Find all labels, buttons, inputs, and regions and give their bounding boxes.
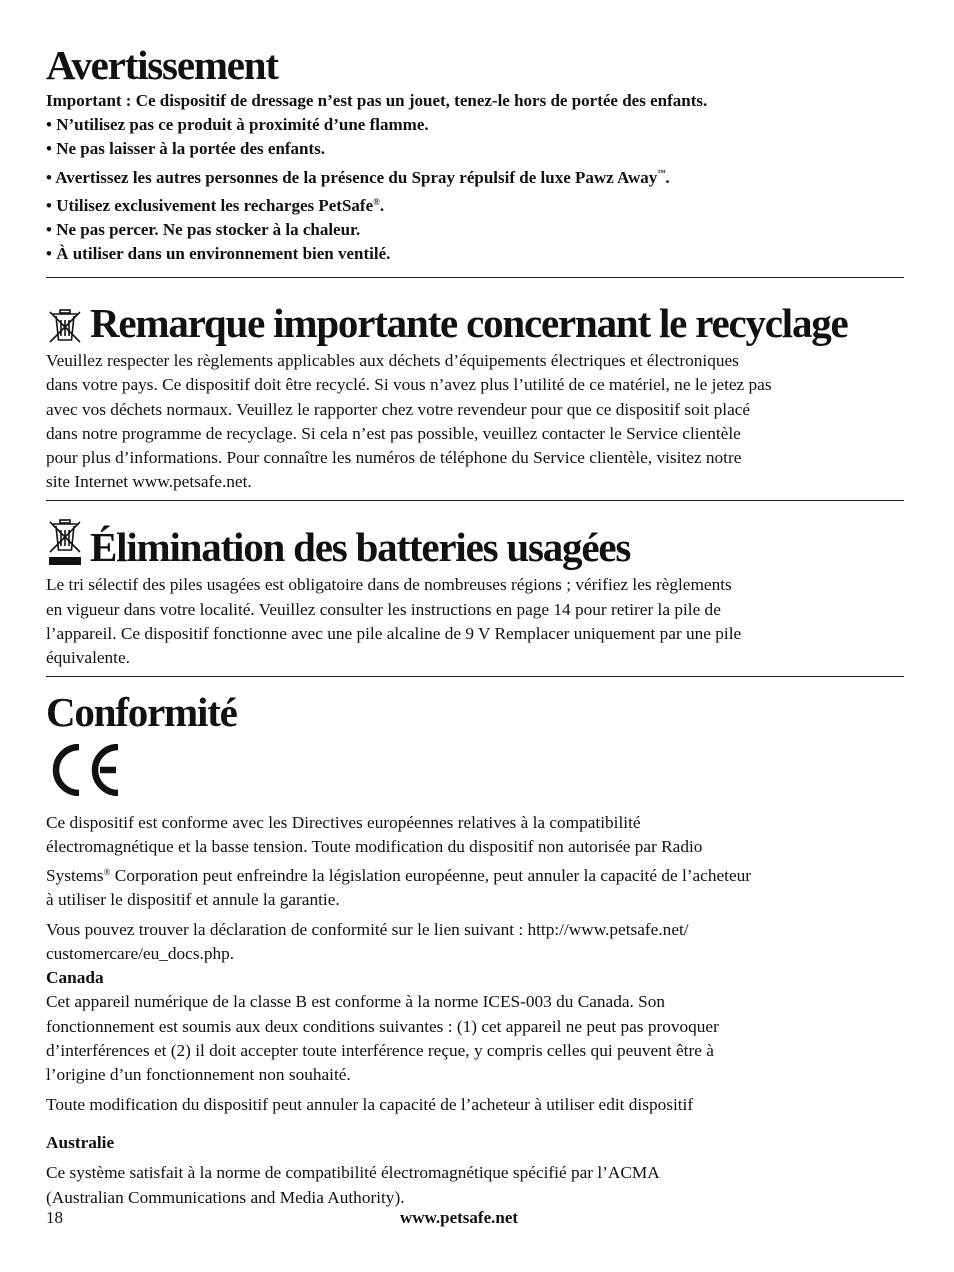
footer-url: www.petsafe.net <box>400 1208 519 1227</box>
text-line: Ce système satisfait à la norme de compatibilité électromagnétique spécifié par l’ACMA <box>46 1163 660 1183</box>
warning-item: • N’utilisez pas ce produit à proximité d’une flamme. <box>46 115 429 135</box>
text-line: électromagnétique et la basse tension. Toute modification du dispositif non autorisée par Radio <box>46 837 703 857</box>
canada-heading: Canada <box>46 968 104 988</box>
text-line: Le tri sélectif des piles usagées est obligatoire dans de nombreuses régions ; vérifiez les règlements <box>46 575 732 595</box>
period: . <box>379 196 385 216</box>
conformity-body <box>46 811 904 912</box>
period: . <box>665 168 670 188</box>
text-line: à utiliser le dispositif et annule la garantie. <box>46 889 340 909</box>
divider <box>46 500 904 501</box>
warning-title: Avertissement <box>46 42 278 88</box>
text-line: dans votre pays. Ce dispositif doit être recyclé. Si vous n’avez plus l’utilité de ce matériel, ne le jetez pas <box>46 375 772 395</box>
page-content <box>46 40 904 1210</box>
warning-important: Important : Ce dispositif de dressage n’est pas un jouet, tenez-le hors de portée des enfants. <box>46 91 708 111</box>
text: site Internet www.petsafe.net. <box>46 472 252 492</box>
text-line: l’origine d’un fonctionnement non souhaité. <box>46 1065 351 1084</box>
registered-symbol: ® <box>103 866 111 877</box>
registered-symbol: ® <box>373 197 380 208</box>
page-number: 18 <box>46 1208 63 1227</box>
batteries-heading <box>46 517 904 569</box>
text: Corporation peut enfreindre la législation européenne, peut annuler la capacité de l’acheteur <box>110 865 752 885</box>
canada-note: Toute modification du dispositif peut annuler la capacité de l’acheteur à utiliser edit dispositif <box>46 1095 694 1115</box>
recycling-heading <box>46 302 904 345</box>
text-line: équivalente. <box>46 647 130 667</box>
conformity-link-para <box>46 918 904 966</box>
text-line: Vous pouvez trouver la déclaration de conformité sur le lien suivant : http://www.petsafe.net/ <box>46 919 689 939</box>
text-line: Veuillez respecter les règlements applicables aux déchets d’équipements électriques et électroniques <box>46 351 739 371</box>
canada-body <box>46 990 904 1087</box>
text-line: pour plus d’informations. Pour connaître les numéros de téléphone du Service clientèle, visitez notre <box>46 447 742 467</box>
warning-item: • Ne pas percer. Ne pas stocker à la chaleur. <box>46 220 361 240</box>
text-line: Cet appareil numérique de la classe B est conforme à la norme ICES-003 du Canada. Son <box>46 992 666 1012</box>
divider <box>46 676 904 677</box>
batteries-title: Élimination des batteries usagées <box>90 524 631 571</box>
text-line: d’interférences et (2) il doit accepter toute interférence reçue, y compris celles qui peuvent être à <box>46 1040 714 1060</box>
crossed-bin-icon <box>46 307 84 345</box>
warning-item: • À utiliser dans un environnement bien ventilé. <box>46 244 391 264</box>
text-line: l’appareil. Ce dispositif fonctionne avec une pile alcaline de 9 V Remplacer uniquement par une pile <box>46 623 742 643</box>
text-line: customercare/eu_docs.php. <box>46 944 235 964</box>
crossed-bin-bar-icon <box>46 517 84 569</box>
ce-mark-icon <box>48 744 904 801</box>
divider <box>46 277 904 278</box>
warning-list <box>46 89 904 266</box>
recycling-body <box>46 349 904 494</box>
warning-item: • Ne pas laisser à la portée des enfants. <box>46 139 326 159</box>
text-line: dans notre programme de recyclage. Si cela n’est pas possible, veuillez contacter le Service clientèle <box>46 423 741 443</box>
batteries-body <box>46 573 904 670</box>
text-line: fonctionnement est soumis aux deux conditions suivantes : (1) cet appareil ne peut pas provoquer <box>46 1016 719 1036</box>
australia-heading: Australie <box>46 1133 115 1153</box>
text-line <box>46 470 904 494</box>
warning-item <box>46 161 904 190</box>
text-line: en vigueur dans votre localité. Veuillez consulter les instructions en page 14 pour retirer la pile de <box>46 599 721 619</box>
warning-item-text: • Avertissez les autres personnes de la présence du Spray répulsif de luxe Pawz Away <box>46 168 658 188</box>
text-line: (Australian Communications and Media Authority). <box>46 1187 405 1207</box>
trademark-symbol: ™ <box>657 168 666 178</box>
warning-item <box>46 190 904 218</box>
text-line <box>46 860 904 888</box>
recycling-title: Remarque importante concernant le recyclage <box>90 300 848 347</box>
text-line: avec vos déchets normaux. Veuillez le rapporter chez votre revendeur pour que ce dispositif soit placé <box>46 399 751 419</box>
text-line: Ce dispositif est conforme avec les Directives européennes relatives à la compatibilité <box>46 813 641 833</box>
conformity-title: Conformité <box>46 689 237 736</box>
text: Systems <box>46 865 104 885</box>
australia-body <box>46 1161 904 1209</box>
warning-item-text: • Utilisez exclusivement les recharges PetSafe <box>46 196 374 216</box>
